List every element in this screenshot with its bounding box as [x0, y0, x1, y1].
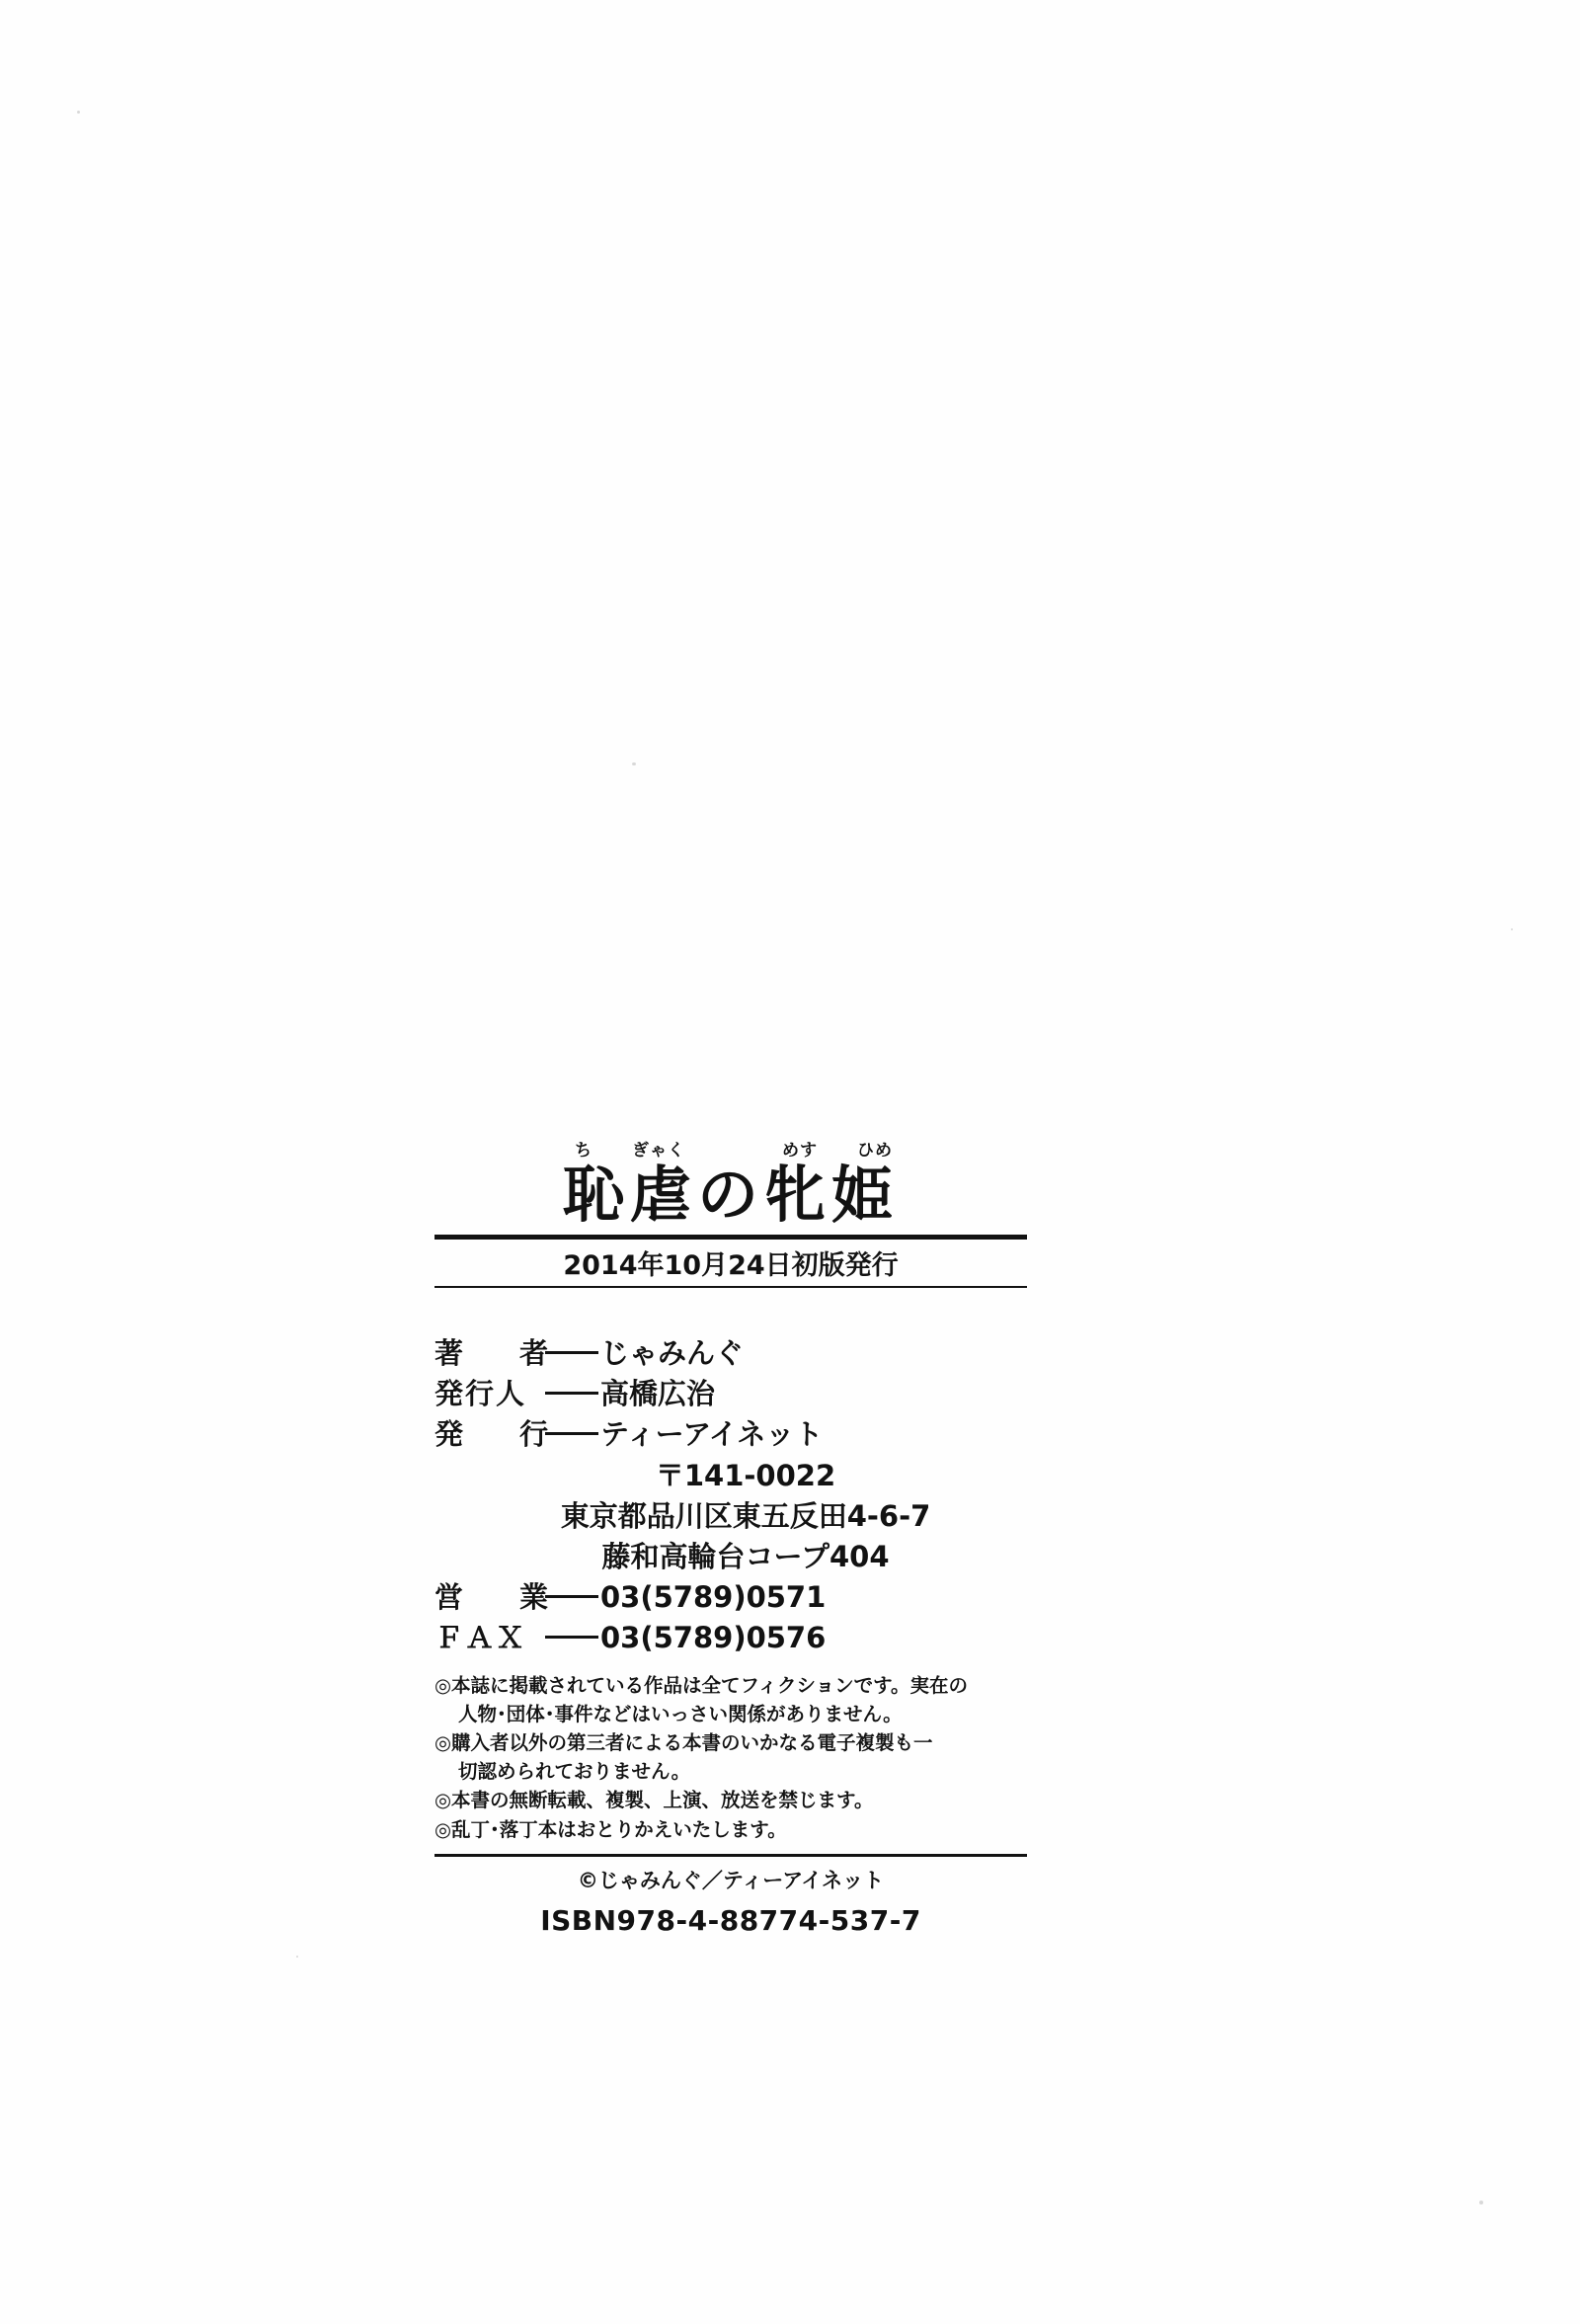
contact-row-sales — [434, 1577, 1027, 1618]
isbn-line: ISBN978-4-88774-537-7 — [540, 1904, 921, 1938]
ruby-4: ひめ — [857, 1141, 893, 1160]
address-line-building: 藤和高輪台コープ404 — [601, 1539, 890, 1573]
contact-row-fax — [434, 1618, 1027, 1658]
address-line-street: 東京都品川区東五反田4-6-7 — [560, 1498, 931, 1533]
colophon-block — [434, 1136, 1027, 1937]
ruby-1: ち — [575, 1141, 592, 1160]
legal-note — [434, 1787, 1027, 1814]
dash-rule — [545, 1351, 598, 1354]
paper-speck — [77, 111, 80, 114]
legal-notes — [434, 1672, 1027, 1844]
legal-note-line1: ◎本書の無断転載、複製、上演、放送を禁じます。 — [434, 1789, 874, 1812]
credit-row-publisher — [434, 1414, 1027, 1455]
paper-speck — [632, 762, 636, 765]
copyright-line: ©じゃみんぐ／ティーアイネット — [577, 1869, 885, 1893]
book-title: 恥虐の牝姫 — [562, 1159, 899, 1231]
legal-note-line2: 切認められておりません。 — [458, 1759, 691, 1783]
contact-label: ＦＡＸ — [434, 1621, 527, 1655]
legal-note-line1: ◎本誌に掲載されている作品は全てフィクションです。実在の — [434, 1674, 969, 1698]
contact-value: 03(5789)0571 — [600, 1580, 827, 1615]
credit-row-author — [434, 1333, 1027, 1374]
dash-rule — [545, 1432, 598, 1435]
legal-note-line1: ◎乱丁･落丁本はおとりかえいたします。 — [434, 1817, 787, 1841]
paper-speck — [296, 1956, 298, 1958]
legal-note — [434, 1729, 1027, 1786]
credit-label: 著 者 — [434, 1336, 563, 1371]
legal-note-line2: 人物･団体･事件などはいっさい関係がありません。 — [458, 1702, 903, 1725]
dash-rule — [545, 1392, 598, 1395]
contact-label: 営 業 — [434, 1580, 563, 1615]
address-line-postal: 〒141-0022 — [655, 1458, 836, 1492]
paper-speck — [1511, 928, 1513, 930]
legal-note — [434, 1816, 1027, 1844]
title-divider-thin — [434, 1286, 1027, 1288]
credit-value: じゃみんぐ — [600, 1336, 745, 1371]
credit-label: 発行人 — [434, 1377, 527, 1411]
credits-list — [434, 1333, 1027, 1658]
paper-speck — [1479, 2201, 1483, 2204]
publication-date: 2014年10月24日初版発行 — [563, 1250, 899, 1282]
legal-note-line1: ◎購入者以外の第三者による本書のいかなる電子複製も一 — [434, 1731, 933, 1755]
ruby-2: ぎゃく — [632, 1141, 685, 1160]
dash-rule — [545, 1595, 598, 1598]
contact-value: 03(5789)0576 — [600, 1621, 827, 1655]
title-block — [434, 1136, 1027, 1231]
dash-rule — [545, 1636, 598, 1639]
credit-value: ティーアイネット — [600, 1417, 824, 1452]
credit-value: 高橋広治 — [600, 1377, 716, 1411]
credit-label: 発 行 — [434, 1417, 563, 1452]
legal-note — [434, 1672, 1027, 1728]
credit-row-publisher-person — [434, 1374, 1027, 1414]
title-ruby-row — [434, 1136, 1027, 1161]
ruby-3: めす — [782, 1141, 818, 1160]
ruby-spacer — [725, 1136, 743, 1161]
